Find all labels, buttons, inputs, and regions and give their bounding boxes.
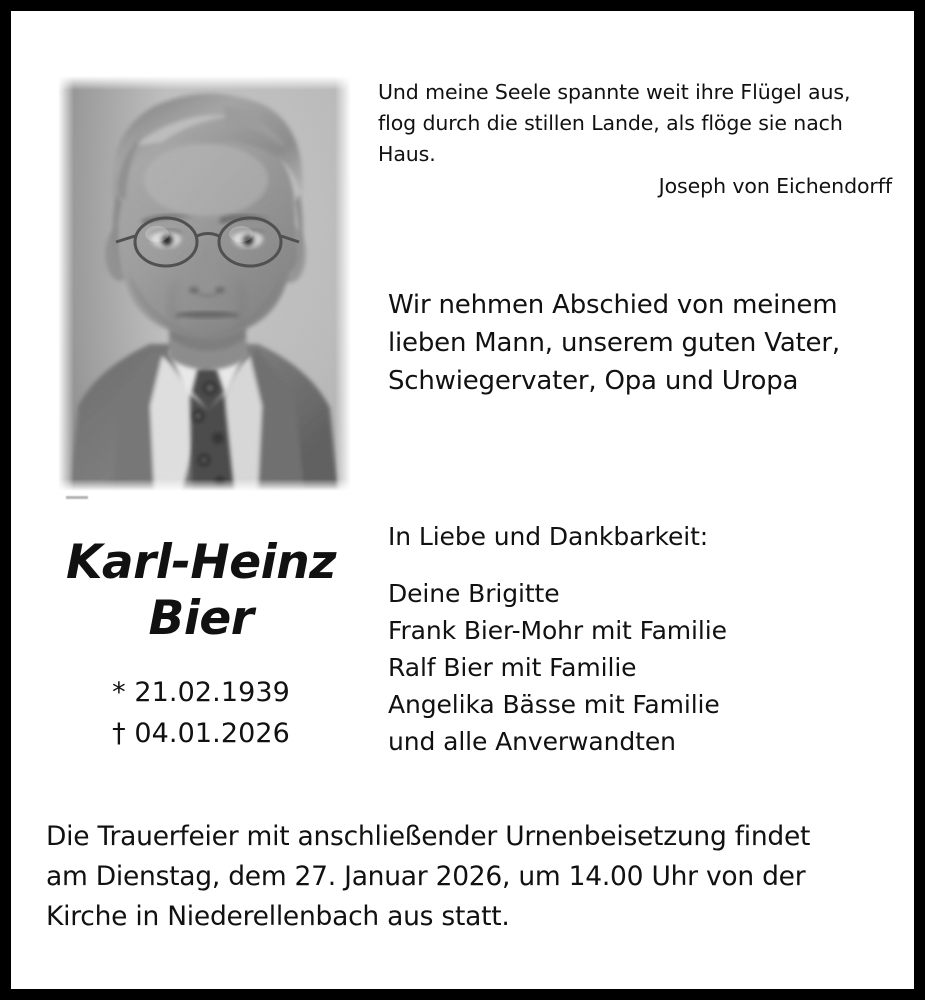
farewell-line: lieben Mann, unserem guten Vater, xyxy=(388,328,840,358)
mourner-item: und alle Anverwandten xyxy=(388,727,676,756)
epigraph-attribution: Joseph von Eichendorff xyxy=(658,174,892,198)
portrait-image xyxy=(58,76,351,491)
epigraph xyxy=(378,77,892,202)
mourner-item: Angelika Bässe mit Familie xyxy=(388,690,720,719)
epigraph-line: flog durch die stillen Lande, als flöge sie nach Haus. xyxy=(378,111,843,166)
service-line: Kirche in Niederellenbach aus statt. xyxy=(46,901,510,932)
epigraph-line: Und meine Seele spannte weit ihre Flügel aus, xyxy=(378,80,851,104)
farewell-line: Wir nehmen Abschied von meinem xyxy=(388,290,838,320)
deceased-name-block xyxy=(51,535,351,754)
deceased-dates xyxy=(51,672,351,754)
portrait-photo xyxy=(58,76,351,491)
mourner-item: Frank Bier-Mohr mit Familie xyxy=(388,616,727,645)
notice-inner-panel xyxy=(11,11,914,989)
mourners-block xyxy=(388,518,848,760)
deceased-name-first: Karl-Heinz xyxy=(65,535,337,590)
farewell-line: Schwiegervater, Opa und Uropa xyxy=(388,366,799,396)
mourner-item: Deine Brigitte xyxy=(388,579,560,608)
service-line: Die Trauerfeier mit anschließender Urnenbeisetzung findet xyxy=(46,821,811,852)
service-details xyxy=(46,817,886,937)
photo-scan-artifact xyxy=(66,496,88,499)
mourners-lead: In Liebe und Dankbarkeit: xyxy=(388,522,709,551)
farewell-statement xyxy=(388,286,888,400)
deceased-name-last: Bier xyxy=(148,591,254,646)
mourner-item: Ralf Bier mit Familie xyxy=(388,653,637,682)
birth-date: * 21.02.1939 xyxy=(112,677,290,708)
death-date: † 04.01.2026 xyxy=(112,718,290,749)
service-line: am Dienstag, dem 27. Januar 2026, um 14.00 Uhr von der xyxy=(46,861,806,892)
